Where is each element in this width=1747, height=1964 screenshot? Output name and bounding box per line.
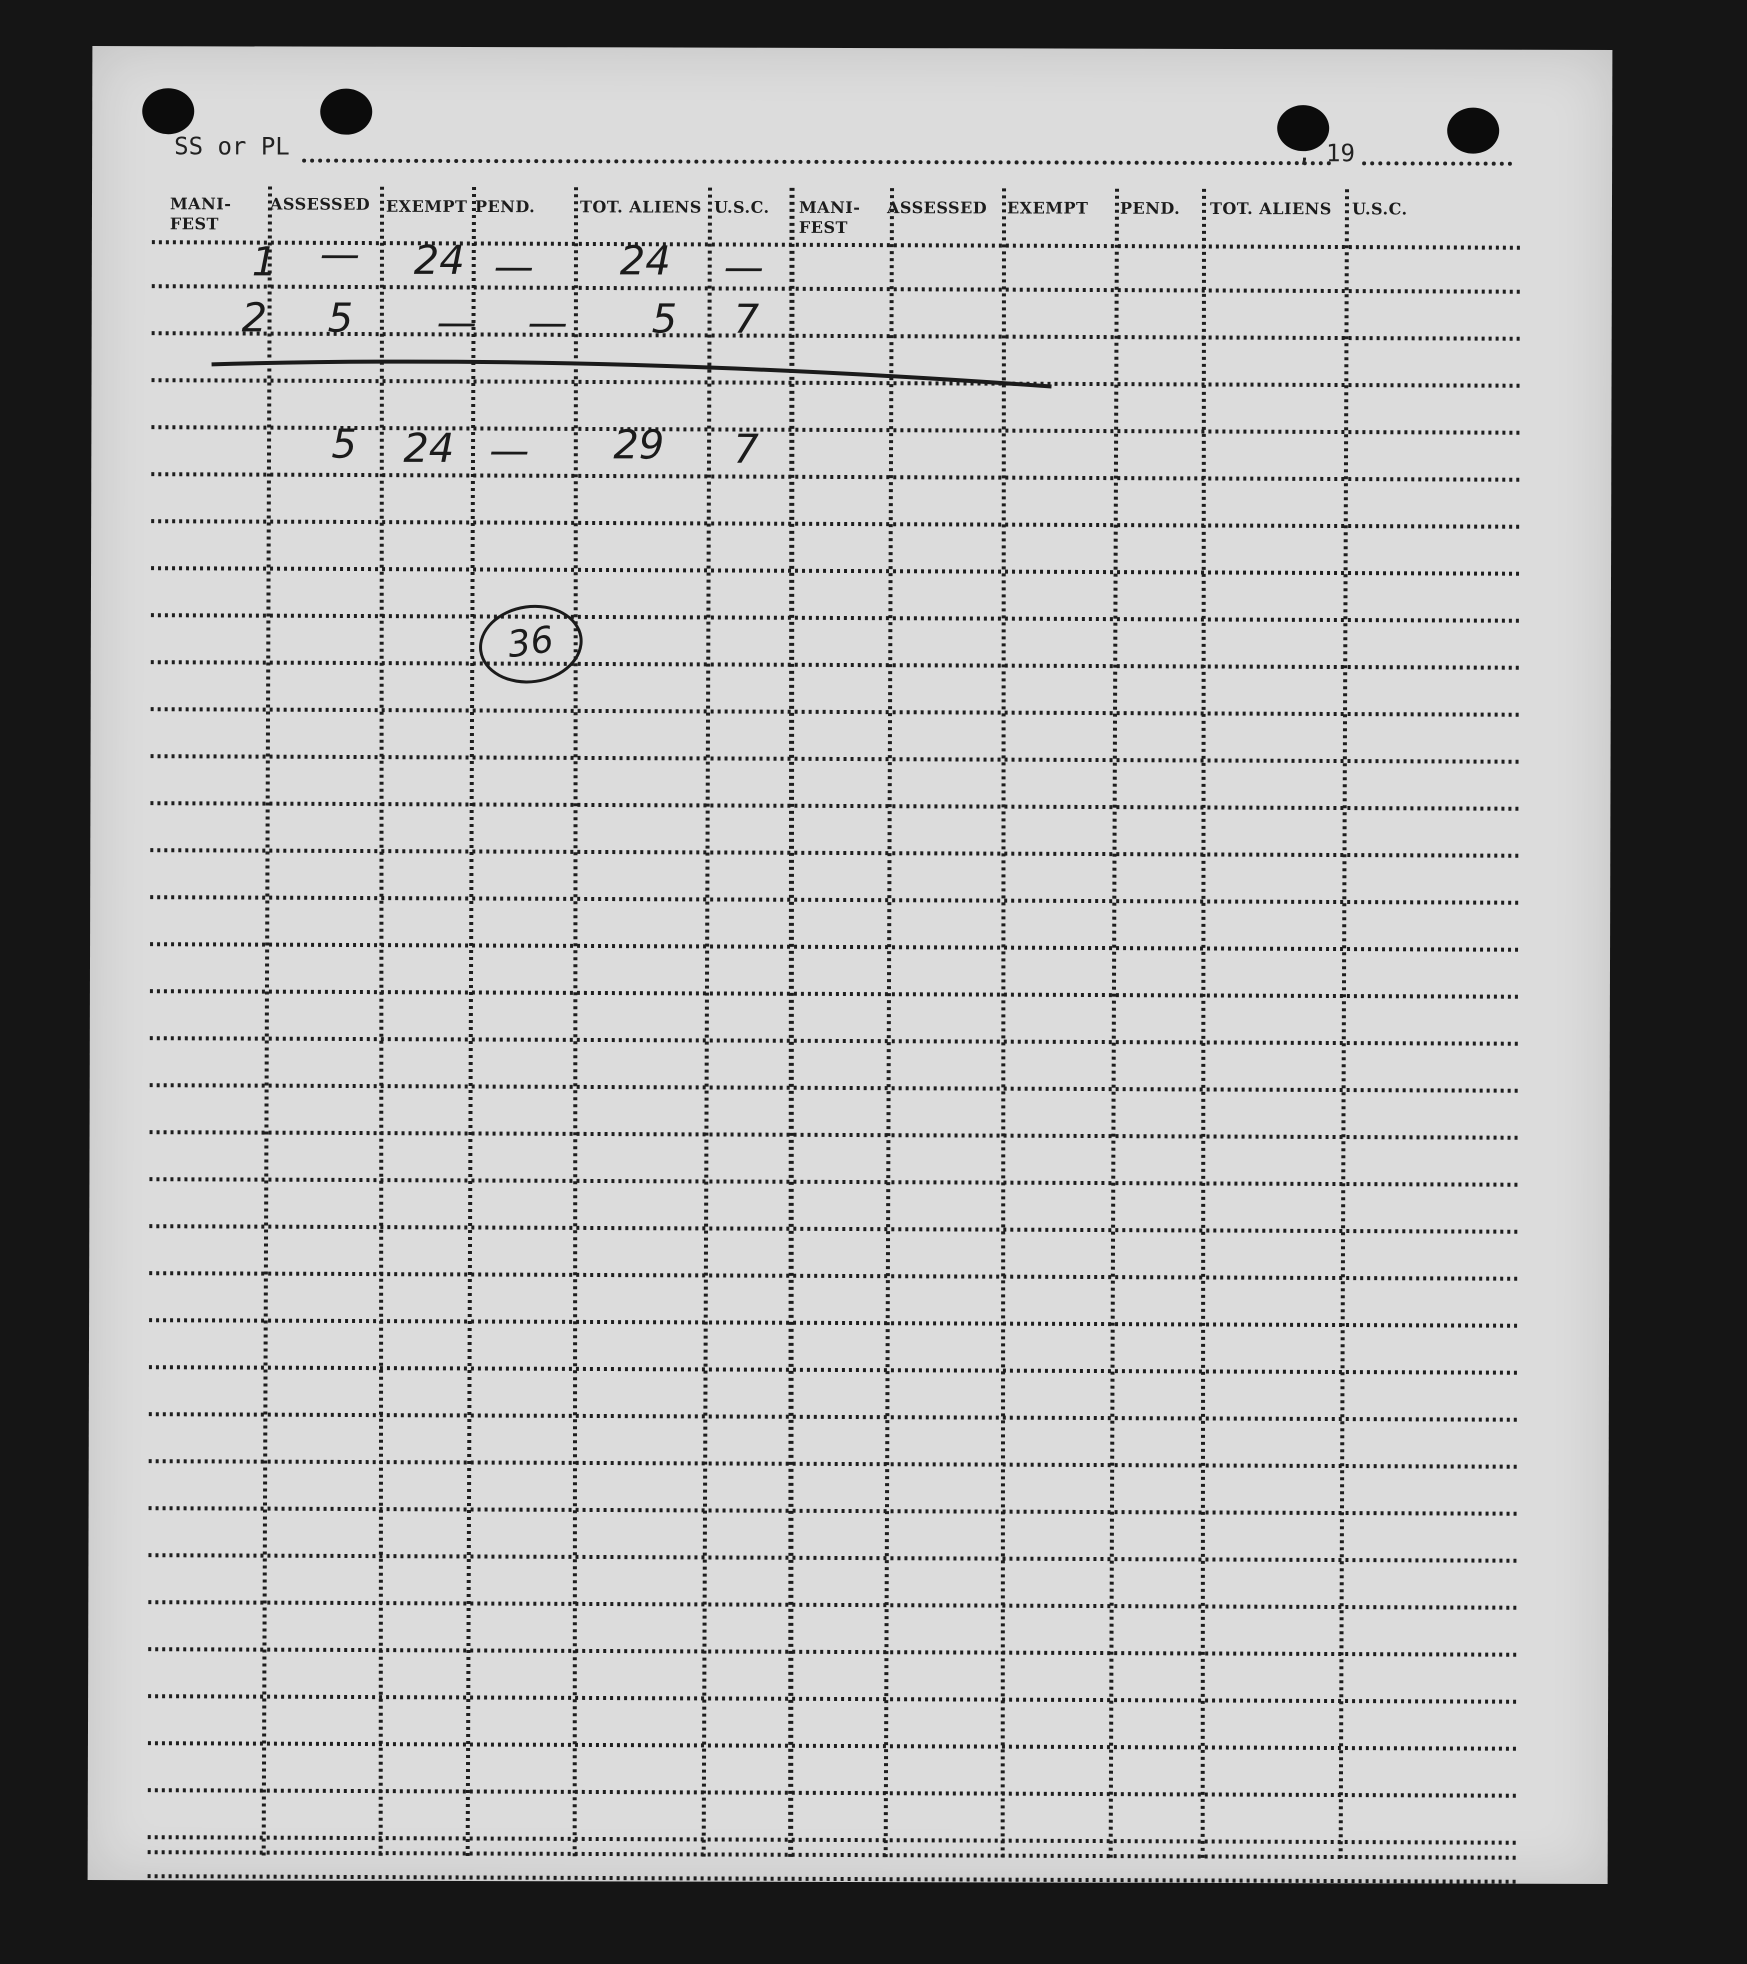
grid-row-rule: [150, 850, 1520, 856]
grid-row-rule: [151, 662, 1521, 668]
total-assessed: 5: [331, 421, 357, 468]
grid-row-rule: [150, 1132, 1520, 1138]
row1-exempt: 24: [413, 237, 465, 284]
col-head-manifest-right: MANI- FEST: [798, 197, 861, 237]
date-label: , 19: [1297, 139, 1355, 168]
grid-row-rule: [151, 615, 1521, 621]
grid-row-rule: [149, 1320, 1519, 1326]
grid-row-rule: [148, 1790, 1518, 1796]
grid-row-rule: [149, 1414, 1519, 1420]
total-pend: —: [489, 428, 530, 475]
grid-row-rule: [148, 1555, 1518, 1561]
grid-row-rule: [151, 756, 1521, 762]
row1-tot-aliens: 24: [619, 238, 671, 285]
grid-row-rule: [149, 1508, 1519, 1514]
row2-exempt: —: [436, 299, 477, 347]
col-head-exempt-left: EXEMPT: [385, 196, 468, 216]
grid-row-rule: [150, 803, 1520, 809]
grid-row-rule: [150, 991, 1520, 997]
row1-assessed: —: [319, 231, 360, 278]
grid-row-rule: [148, 1696, 1518, 1702]
col-head-manifest-left: MANI- FEST: [169, 194, 232, 234]
col-head-tot-aliens-left: TOT. ALIENS: [579, 197, 702, 217]
grid-row-rule: [148, 1837, 1518, 1843]
col-head-pend-left: PEND.: [474, 197, 536, 217]
grid-row-rule: [151, 568, 1521, 574]
grid-row-rule: [149, 1226, 1519, 1232]
grid-row-rule: [150, 1038, 1520, 1044]
grid-row-rule: [148, 1743, 1518, 1749]
grid-row-rule: [149, 1461, 1519, 1467]
col-head-usc-right: U.S.C.: [1351, 199, 1408, 219]
form-sheet: [88, 46, 1613, 1884]
row2-manifest: 2: [241, 295, 268, 342]
grid-row-rule: [148, 1876, 1518, 1882]
row2-assessed: 5: [327, 295, 354, 342]
total-tot-aliens: 29: [613, 422, 665, 469]
col-head-tot-aliens-right: TOT. ALIENS: [1209, 198, 1332, 219]
grid-row-rule: [150, 1085, 1520, 1091]
row2-usc: 7: [733, 296, 760, 343]
grid-row-rule: [149, 1273, 1519, 1279]
ship-label: SS or PL: [174, 132, 290, 161]
sum-underline: [91, 46, 1612, 450]
grid-row-rule: [148, 1649, 1518, 1655]
row2-pend: —: [527, 300, 568, 347]
grid-row-rule: [151, 521, 1521, 527]
grid-row-rule: [149, 1367, 1519, 1373]
total-usc: 7: [733, 426, 759, 473]
total-exempt: 24: [403, 425, 455, 472]
col-head-pend-right: PEND.: [1119, 198, 1181, 218]
col-head-exempt-right: EXEMPT: [1006, 198, 1089, 218]
grid-row-rule: [151, 709, 1521, 715]
col-head-usc-left: U.S.C.: [713, 197, 770, 217]
row1-pend: —: [493, 244, 534, 291]
row1-manifest: 1: [251, 239, 278, 286]
circled-count-value: 36: [505, 619, 557, 667]
col-head-assessed-right: ASSESSED: [886, 198, 988, 218]
grid-row-rule: [151, 474, 1521, 480]
grid-row-rule: [150, 944, 1520, 950]
grid-row-rule: [149, 1179, 1519, 1185]
row1-usc: —: [723, 244, 764, 291]
grid-row-rule: [150, 897, 1520, 903]
col-head-assessed-left: ASSESSED: [269, 194, 371, 214]
row2-tot-aliens: 5: [651, 296, 678, 343]
grid-row-rule: [148, 1602, 1518, 1608]
grid-row-rule: [148, 1852, 1518, 1858]
